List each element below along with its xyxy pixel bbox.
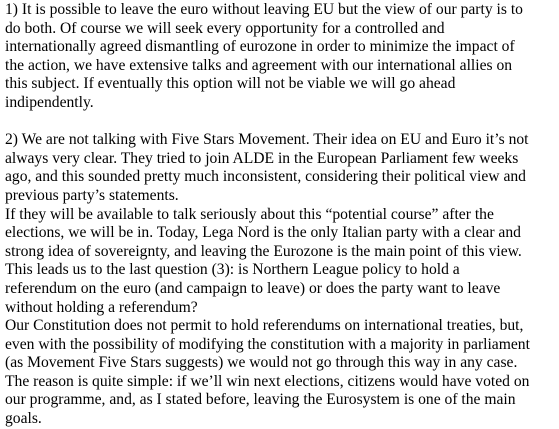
text-line: (as Movement Five Stars suggests) we would not go through this way in any case. <box>5 354 518 372</box>
text-line: This leads us to the last question (3): is Northern League policy to hold a <box>5 261 460 279</box>
paragraph-1 <box>5 1 555 113</box>
text-line: The reason is quite simple: if we’ll win next elections, citizens would have voted on <box>5 372 530 390</box>
text-line: previous party’s statements. <box>5 186 179 204</box>
text-line: elections, we will be in. Today, Lega Nord is the only Italian party with a clear and <box>5 224 521 242</box>
text-line: our programme, and, as I stated before, leaving the Eurosystem is one of the main <box>5 391 516 409</box>
text-line: indipendently. <box>5 93 94 111</box>
text-line: 1) It is possible to leave the euro without leaving EU but the view of our party is to <box>5 1 523 18</box>
document-body <box>5 1 555 429</box>
paragraph-2 <box>5 131 555 429</box>
text-line: 2) We are not talking with Five Stars Movement. Their idea on EU and Euro it’s not <box>5 131 529 149</box>
text-line: even with the possibility of modifying the constitution with a majority in parliament <box>5 335 530 353</box>
text-line: referendum on the euro (and campaign to leave) or does the party want to leave <box>5 279 501 297</box>
text-line: internationally agreed dismantling of eurozone in order to minimize the impact of <box>5 38 515 56</box>
text-line: ago, and this sounded pretty much inconsistent, considering their political view and <box>5 168 526 186</box>
text-line: goals. <box>5 410 42 428</box>
text-line: If they will be available to talk seriously about this “potential course” after the <box>5 205 494 223</box>
paragraph-spacer <box>5 113 555 132</box>
text-line: without holding a referendum? <box>5 298 198 316</box>
text-line: the action, we have extensive talks and agreement with our international allies on <box>5 56 513 74</box>
text-line: always very clear. They tried to join ALDE in the European Parliament few weeks <box>5 149 519 167</box>
text-line: Our Constitution does not permit to hold referendums on international treaties, but, <box>5 317 524 335</box>
text-line: strong idea of sovereignty, and leaving the Eurozone is the main point of this view. <box>5 242 522 260</box>
text-line: this subject. If eventually this option will not be viable we will go ahead <box>5 75 456 93</box>
text-line: do both. Of course we will seek every opportunity for a controlled and <box>5 19 445 37</box>
